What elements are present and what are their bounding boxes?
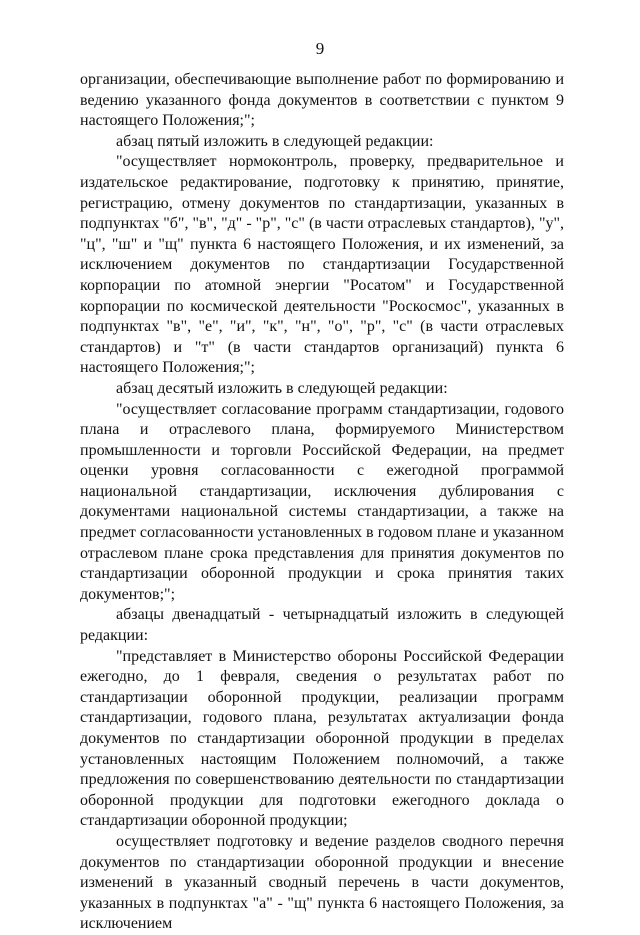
- paragraph-8: осуществляет подготовку и ведение разделов сводного перечня документов по стандартизации оборонной продукции и внесение изменений в указанный сводный перечень в части документов, указанных в подпунктах "а" - "щ" пункта 6 настоящего Положения, за исключением: [80, 832, 564, 933]
- paragraph-5: "осуществляет согласование программ стандартизации, годового плана и отраслевого плана, формируемого Министерством промышленности и торговли Российской Федерации, на предмет оценки уровня согласованности с ежегодной программой национальной стандартизации, исключения дублирования с документами национальной системы стандартизации, а также на предмет согласованности установленных в годовом плане и указанном отраслевом плане срока представления для принятия документов по стандартизации оборонной продукции и срока принятия таких документов;";: [80, 400, 564, 603]
- paragraph-6: абзацы двенадцатый - четырнадцатый изложить в следующей редакции:: [80, 606, 564, 645]
- document-body: [80, 70, 564, 935]
- paragraph-4: абзац десятый изложить в следующей редакции:: [116, 379, 448, 397]
- page-number: 9: [315, 39, 325, 58]
- paragraph-3: "осуществляет нормоконтроль, проверку, предварительное и издательское редактирование, подготовку к принятию, принятие, регистрацию, отмену документов по стандартизации, указанных в подпунктах "б", "в", "д" - "р", "с" (в части отраслевых стандартов), "у", "ц", "ш" и "щ" пункта 6 настоящего Положения, и их изменений, за исключением документов по стандартизации Государственной корпорации по атомной энергии "Росатом" и Государственной корпорации по космической деятельности "Роскосмос", указанных в подпунктах "в", "е", "и", "к", "н", "о", "р", "с" (в части отраслевых стандартов) и "т" (в части стандартов организаций) пункта 6 настоящего Положения;";: [80, 153, 564, 377]
- paragraph-1: организации, обеспечивающие выполнение работ по формированию и ведению указанного фонда документов в соответствии с пунктом 9 настоящего Положения;";: [80, 71, 564, 130]
- paragraph-2: абзац пятый изложить в следующей редакции:: [116, 132, 434, 150]
- paragraph-7: "представляет в Министерство обороны Российской Федерации ежегодно, до 1 февраля, сведения о результатах работ по стандартизации оборонной продукции, реализации программ стандартизации, годового плана, результатах актуализации фонда документов по стандартизации оборонной продукции в пределах установленных настоящим Положением полномочий, а также предложения по совершенствованию деятельности по стандартизации оборонной продукции для подготовки ежегодного доклада о стандартизации оборонной продукции;: [80, 647, 564, 830]
